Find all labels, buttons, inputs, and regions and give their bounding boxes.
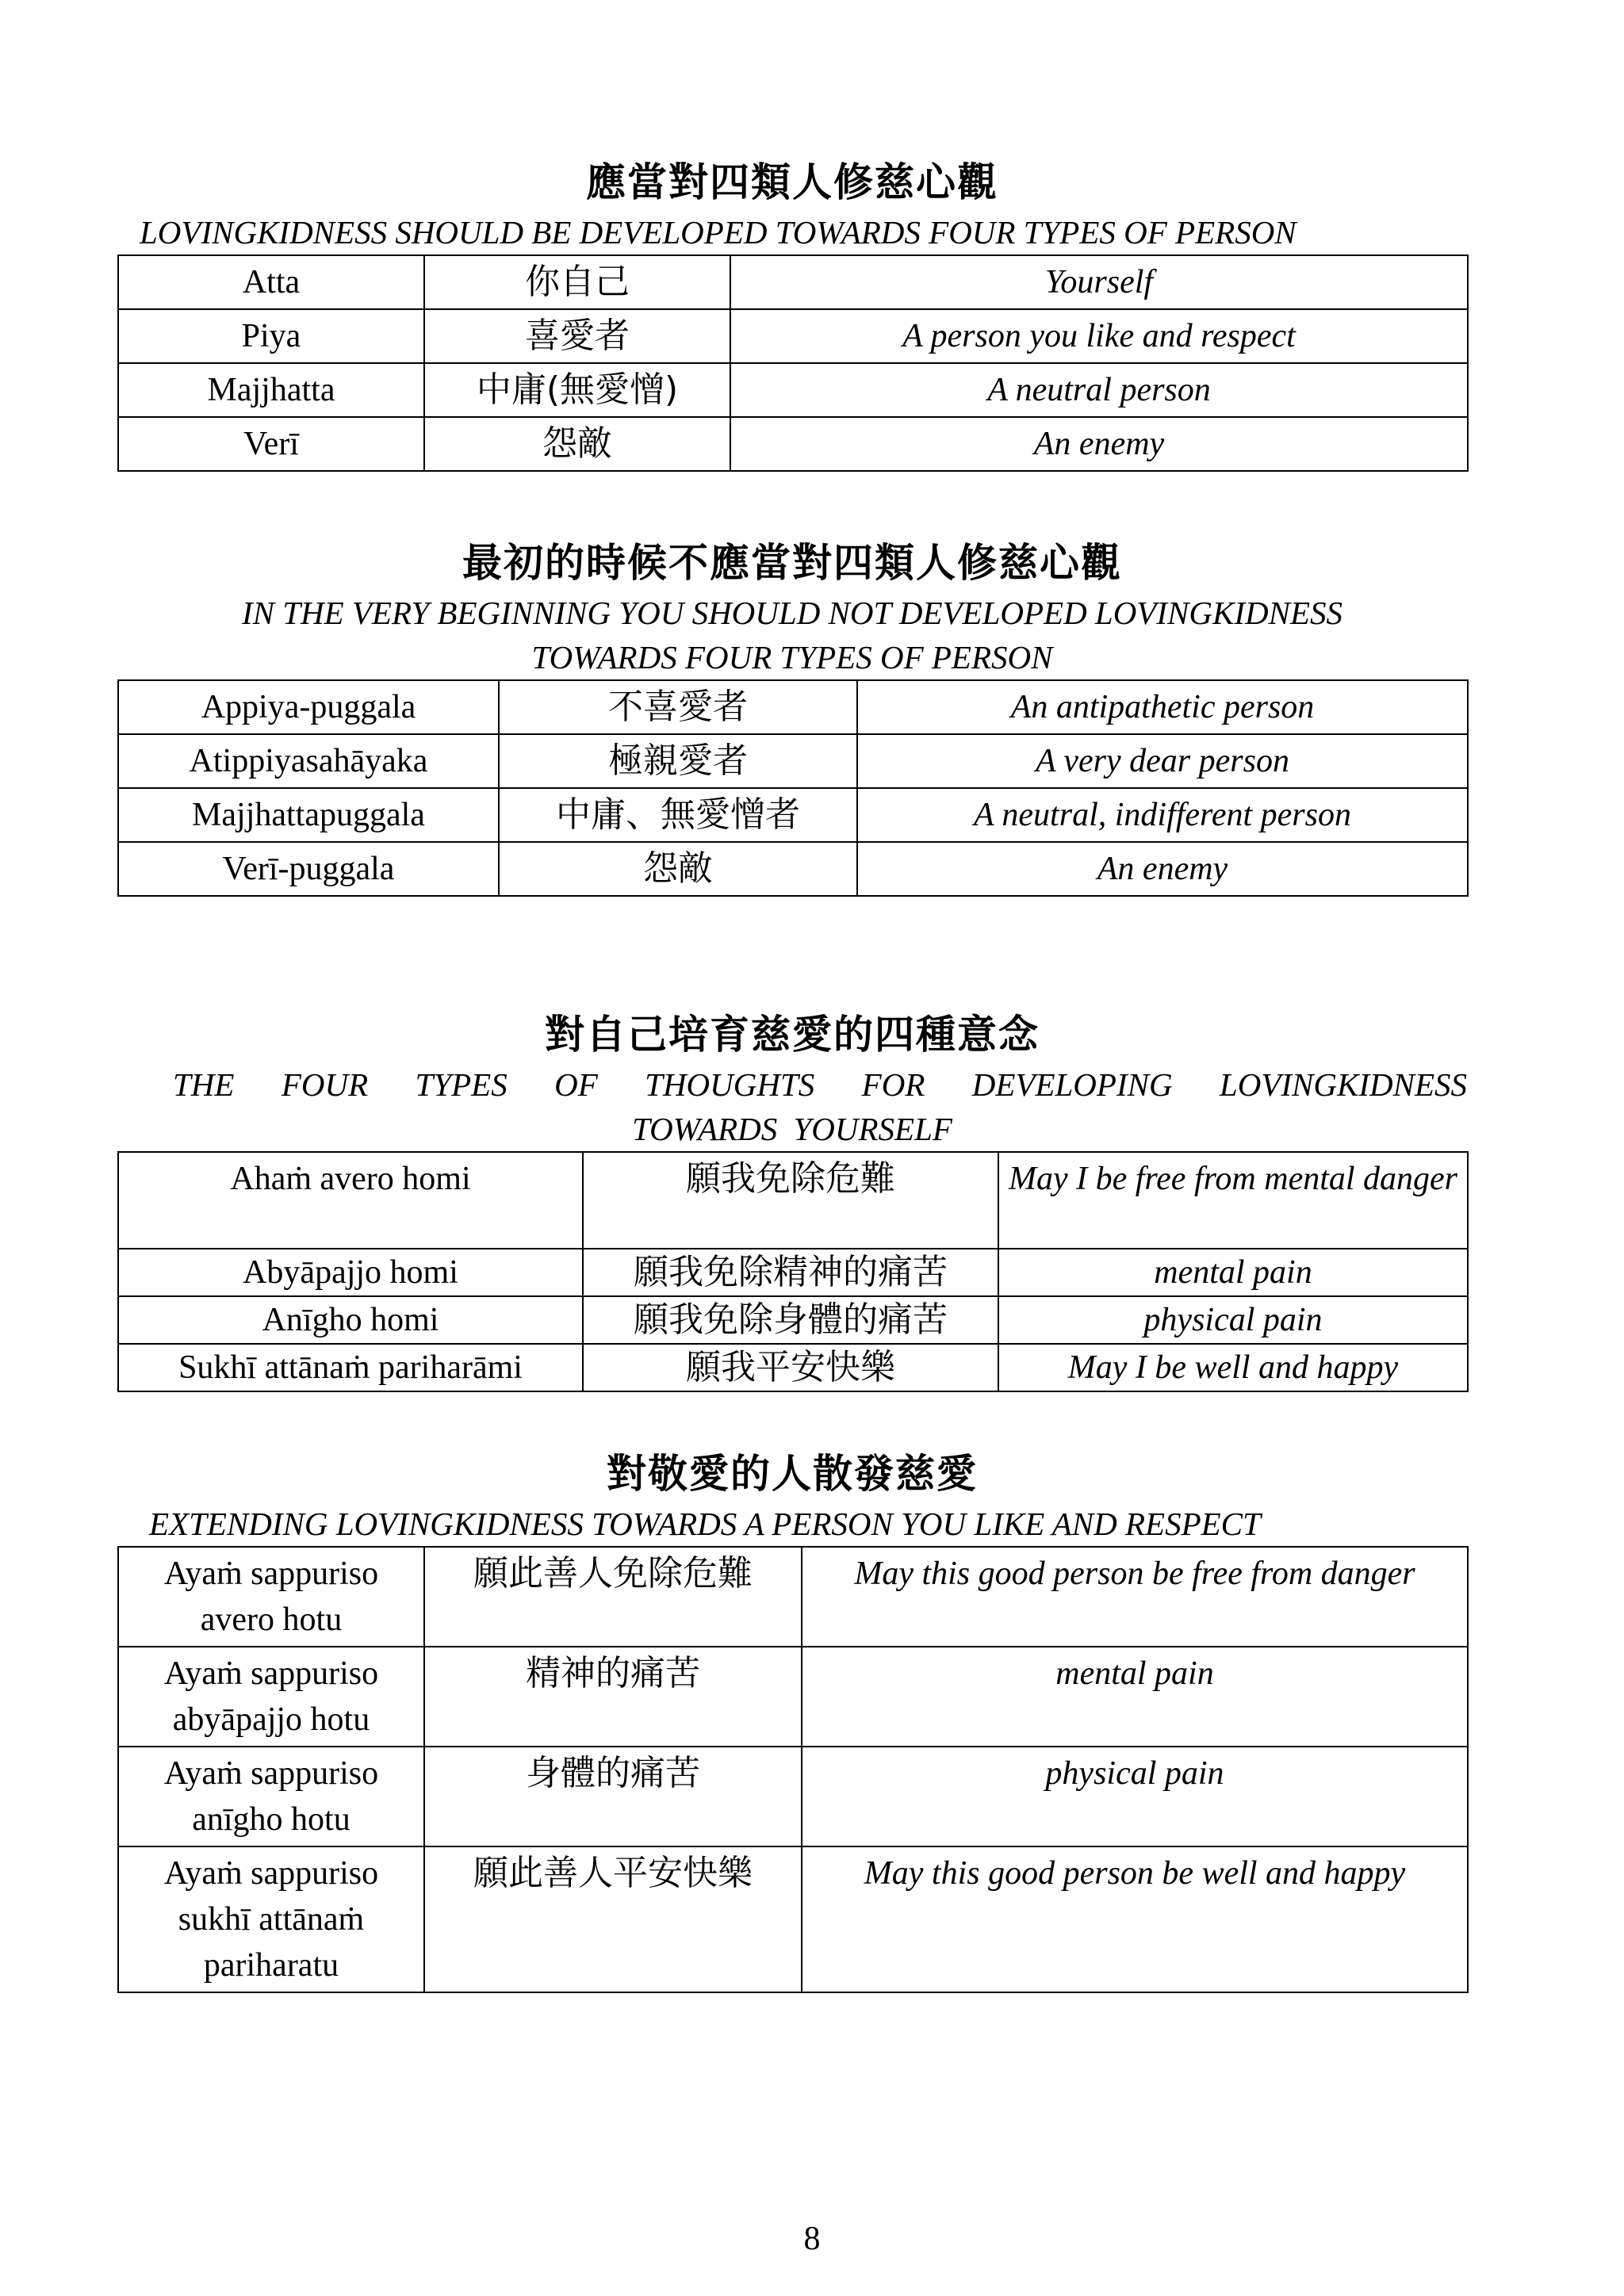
chinese-cell: 中庸(無愛憎)	[424, 363, 730, 417]
table-row	[118, 680, 1468, 734]
table-row	[118, 363, 1468, 417]
english-cell: May I be free from mental danger	[998, 1152, 1468, 1249]
table-row	[118, 1344, 1468, 1391]
section-title-en-line2: TOWARDS FOUR TYPES OF PERSON	[531, 639, 1053, 675]
pali-cell: Majjhattapuggala	[118, 788, 499, 842]
respected-person-table	[117, 1546, 1469, 1993]
section-not-at-beginning	[117, 535, 1467, 897]
english-cell: A person you like and respect	[730, 309, 1468, 363]
table-row	[118, 842, 1468, 896]
section-title-zh: 最初的時候不應當對四類人修慈心觀	[462, 540, 1122, 586]
table-row	[118, 1547, 1468, 1647]
page-number: 8	[803, 2221, 821, 2257]
table-row	[118, 1152, 1468, 1249]
table-row	[118, 734, 1468, 788]
pali-cell: Abyāpajjo homi	[118, 1249, 583, 1296]
section-title-zh: 對敬愛的人散發慈愛	[607, 1451, 978, 1497]
chinese-cell: 願此善人免除危難	[424, 1547, 802, 1647]
pali-cell: Ayaṁ sappuriso sukhī attānaṁ pariharatu	[118, 1846, 424, 1992]
section-title-en: EXTENDING LOVINGKIDNESS TOWARDS A PERSON YOU LIKE AND RESPECT	[149, 1506, 1261, 1542]
table-row	[118, 1647, 1468, 1747]
chinese-cell: 極親愛者	[499, 734, 857, 788]
english-cell: A neutral person	[730, 363, 1468, 417]
pali-cell: Verī	[118, 417, 424, 471]
pali-cell: Verī-puggala	[118, 842, 499, 896]
table-row	[118, 788, 1468, 842]
section-respected-person	[117, 1446, 1467, 1993]
pali-cell: Majjhatta	[118, 363, 424, 417]
english-cell: mental pain	[998, 1249, 1468, 1296]
chinese-cell: 中庸、無愛憎者	[499, 788, 857, 842]
chinese-cell: 願我免除身體的痛苦	[583, 1296, 998, 1344]
four-types-table	[117, 254, 1469, 472]
chinese-cell: 願我免除精神的痛苦	[583, 1249, 998, 1296]
chinese-cell: 身體的痛苦	[424, 1747, 802, 1846]
table-row	[118, 1296, 1468, 1344]
pali-cell: Ayaṁ sappuriso avero hotu	[118, 1547, 424, 1647]
table-row	[118, 255, 1468, 309]
english-cell: A neutral, indifferent person	[857, 788, 1468, 842]
chinese-cell: 喜愛者	[424, 309, 730, 363]
table-row	[118, 1747, 1468, 1846]
pali-cell: Ahaṁ avero homi	[118, 1152, 583, 1249]
section-title-zh: 應當對四類人修慈心觀	[586, 159, 998, 205]
section-title-zh: 對自己培育慈愛的四種意念	[545, 1012, 1040, 1058]
pali-cell: Appiya-puggala	[118, 680, 499, 734]
section-title-en-line1: IN THE VERY BEGINNING YOU SHOULD NOT DEVELOPED LOVINGKIDNESS	[242, 595, 1342, 631]
section-title-en: LOVINGKIDNESS SHOULD BE DEVELOPED TOWARDS FOUR TYPES OF PERSON	[140, 214, 1297, 251]
pali-cell: Atta	[118, 255, 424, 309]
pali-cell: Ayaṁ sappuriso abyāpajjo hotu	[118, 1647, 424, 1747]
table-row	[118, 417, 1468, 471]
section-thoughts-yourself	[117, 1007, 1467, 1392]
pali-cell: Anīgho homi	[118, 1296, 583, 1344]
chinese-cell: 精神的痛苦	[424, 1647, 802, 1747]
chinese-cell: 你自己	[424, 255, 730, 309]
english-cell: May this good person be free from danger	[802, 1547, 1468, 1647]
table-row	[118, 1249, 1468, 1296]
english-cell: May this good person be well and happy	[802, 1846, 1468, 1992]
chinese-cell: 不喜愛者	[499, 680, 857, 734]
english-cell: physical pain	[998, 1296, 1468, 1344]
pali-cell: Atippiyasahāyaka	[118, 734, 499, 788]
not-at-beginning-table	[117, 679, 1469, 897]
english-cell: Yourself	[730, 255, 1468, 309]
english-cell: physical pain	[802, 1747, 1468, 1846]
section-four-types	[117, 155, 1467, 472]
pali-cell: Piya	[118, 309, 424, 363]
english-cell: A very dear person	[857, 734, 1468, 788]
english-cell: An enemy	[857, 842, 1468, 896]
table-row	[118, 1846, 1468, 1992]
chinese-cell: 願此善人平安快樂	[424, 1846, 802, 1992]
table-row	[118, 309, 1468, 363]
english-cell: May I be well and happy	[998, 1344, 1468, 1391]
english-cell: An antipathetic person	[857, 680, 1468, 734]
chinese-cell: 願我免除危難	[583, 1152, 998, 1249]
section-title-en-line2: TOWARDS YOURSELF	[632, 1111, 952, 1147]
english-cell: mental pain	[802, 1647, 1468, 1747]
pali-cell: Ayaṁ sappuriso anīgho hotu	[118, 1747, 424, 1846]
chinese-cell: 怨敵	[424, 417, 730, 471]
chinese-cell: 怨敵	[499, 842, 857, 896]
thoughts-yourself-table	[117, 1151, 1469, 1392]
english-cell: An enemy	[730, 417, 1468, 471]
section-title-en-line1: THE FOUR TYPES OF THOUGHTS FOR DEVELOPING LOVINGKIDNESS	[173, 1066, 1467, 1103]
chinese-cell: 願我平安快樂	[583, 1344, 998, 1391]
pali-cell: Sukhī attānaṁ pariharāmi	[118, 1344, 583, 1391]
